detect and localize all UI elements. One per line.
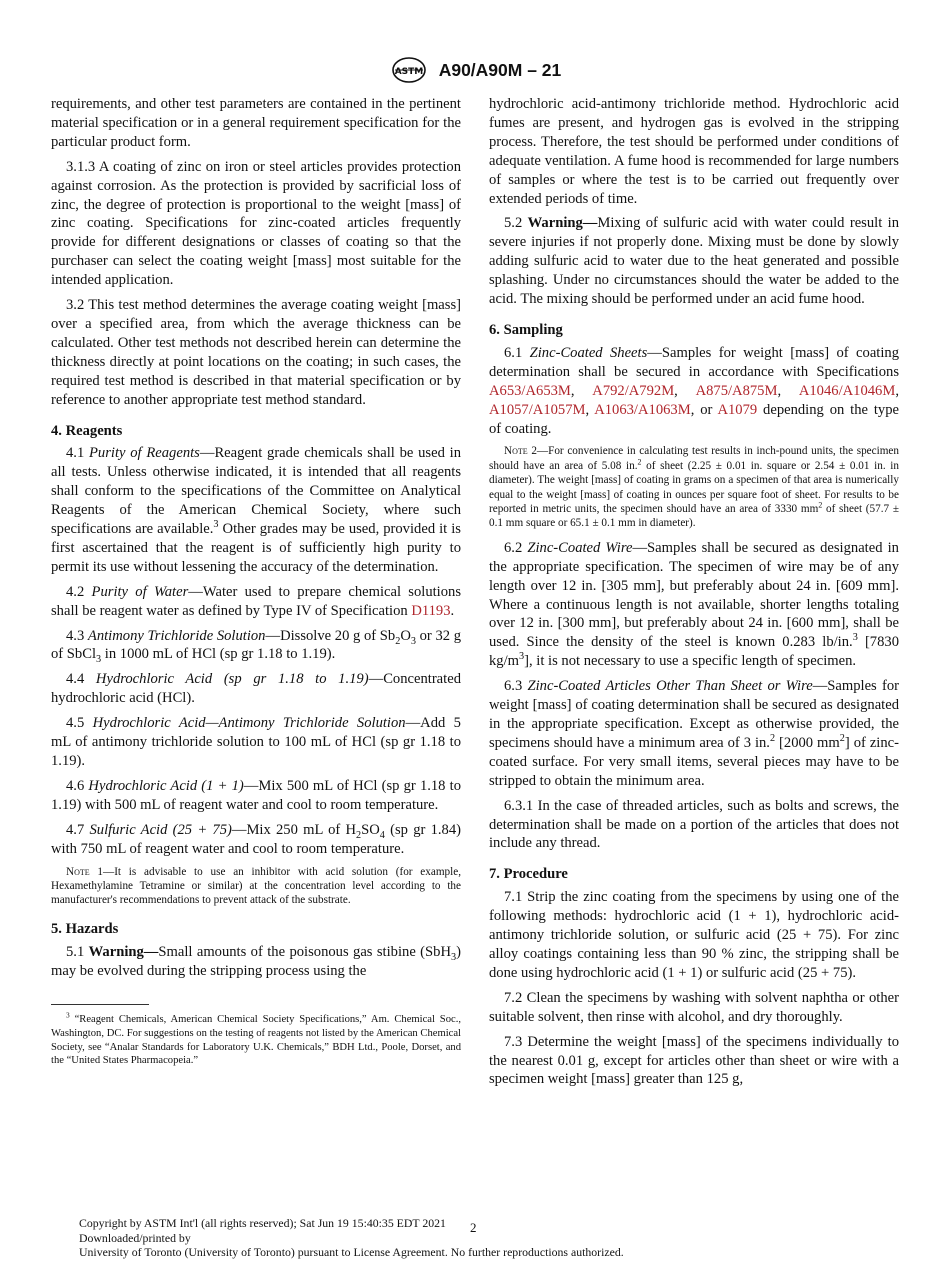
link-a1063[interactable]: A1063/A1063M: [594, 401, 691, 418]
paragraph-5-1: 5.1 Warning—Small amounts of the poisonous gas stibine (SbH$_3$) may be evolved during the stripping process using the: [51, 943, 461, 979]
footer-line-3: University of Toronto (University of Toronto) pursuant to License Agreement. No further reproductions authorized.: [79, 1245, 624, 1260]
section-heading-reagents: 4. Reagents: [51, 422, 123, 439]
link-a1046[interactable]: A1046/A1046M: [798, 382, 896, 399]
paragraph-6-1: 6.1 Zinc-Coated Sheets—Samples for weight [mass] of coating determination shall be secured in accordance with Specifications A653/A653M, A792/A792M, A875/A875M, A1046/A1046M, A1057/A1057M, A1063/A1063M, or A1079 depending on the type of coating.: [489, 344, 899, 437]
paragraph-4-2: 4.2 Purity of Water—Water used to prepare chemical solutions shall be reagent water as defined by Type IV of Specification D1193.: [51, 583, 461, 619]
paragraph-5-1-continued: hydrochloric acid-antimony trichloride method. Hydrochloric acid fumes are present, and hydrogen gas is evolved in the stripping process. Therefore, the test should be performed under conditions of adequate ventilation. A fume hood is recommended for large numbers of samples or where the test is to be carried out frequently over extended periods of time.: [489, 96, 899, 207]
note-2: Note 2—For convenience in calculating test results in inch-pound units, the specimen should have an area of 5.08 in.$^2$ of sheet (2.25 ± 0.01 in. square or 2.54 ± 0.01 in. in diameter). The weight [mass] of coating in grams on a specimen of that area is numerically equal to the weight [mass] of coating in ounces per square foot of sheet. For results to be reported in metric units, the specimen should have an area of 3330 $mm^2$ of sheet (57.7 ± 0.1 mm square or 65.1 ± 0.1 mm in diameter).: [489, 445, 899, 530]
link-a792[interactable]: A792/A792M: [592, 382, 675, 399]
paragraph-6-3-1: 6.3.1 In the case of threaded articles, such as bolts and screws, the determination shall be made on a portion of the articles that does not include any thread.: [489, 797, 899, 852]
paragraph-4-5: 4.5 Hydrochloric Acid—Antimony Trichloride Solution—Add 5 mL of antimony trichloride solution to 100 mL of HCl (sp gr 1.18 to 1.19).: [51, 715, 461, 769]
right-column: [489, 95, 899, 1095]
paragraph-6-2: 6.2 Zinc-Coated Wire—Samples shall be secured as designated in the appropriate specification. The specimen of wire may be of any length over 12 in. [305 mm], but preferably about 24 in. [609 mm]. Where a continuous length is not available, shorter lengths totaling over 12 in. [300 mm], but preferably about 24 in. [600 mm], shall be used. Since the density of the steel is known 0.283 lb/in.$^3$ [7830 $kg/m^3$], it is not necessary to use a specific length of specimen.: [489, 539, 899, 670]
copyright-footer: [79, 1216, 624, 1260]
note-1: Note 1—It is advisable to use an inhibitor with acid solution (for example, Hexamethylamine Tetramine or similar) at the concentration level according to the manufacturer's recommendations to prevent attack of the substrate.: [51, 865, 461, 907]
link-a1079[interactable]: A1079: [717, 401, 758, 418]
paragraph-4-4: 4.4 Hydrochloric Acid (sp gr 1.18 to 1.19)—Concentrated hydrochloric acid (HCl).: [51, 671, 461, 707]
paragraph-7-3: 7.3 Determine the weight [mass] of the specimens individually to the nearest 0.01 g, except for articles other than sheet or wire with a specimen weight [mass] greater than 125 g,: [489, 1033, 899, 1088]
section-heading-hazards: 5. Hazards: [51, 920, 119, 937]
paragraph-5-2: 5.2 Warning—Mixing of sulfuric acid with water could result in severe injuries if not properly done. Mixing must be done by slowly adding sulfuric acid to water due to the heat generated and possible splashing. Under no circumstances should the water be added to the acid. The mixing should be performed under an acid fume hood.: [489, 215, 899, 308]
footnote-divider: [51, 1004, 149, 1005]
section-heading-sampling: 6. Sampling: [489, 321, 563, 338]
paragraph-4-7: 4.7 Sulfuric Acid (25 + 75)—Mix 250 mL of $H_2SO_4$ (sp gr 1.84) with 750 mL of reagent water and cool to room temperature.: [51, 821, 461, 857]
paragraph-4-1: 4.1 Purity of Reagents—Reagent grade chemicals shall be used in all tests. Unless otherwise indicated, it is intended that all reagents shall conform to the specifications of the Committee on Analytical Reagents of the American Chemical Society, where such specifications are available.$^3$ Other grades may be used, provided it is first ascertained that the reagent is of sufficiently high purity to permit its use without lessening the accuracy of the determination.: [51, 445, 461, 575]
svg-text:ASTM: ASTM: [394, 67, 423, 77]
paragraph-7-2: 7.2 Clean the specimens by washing with solvent naphtha or other suitable solvent, then rinse with alcohol, and dry thoroughly.: [489, 989, 899, 1025]
page-number: 2: [470, 1220, 477, 1235]
link-d1193[interactable]: D1193: [411, 602, 451, 619]
document-designation: A90/A90M – 21: [438, 59, 562, 80]
left-column: [51, 95, 461, 1068]
paragraph-4-6: 4.6 Hydrochloric Acid (1 + 1)—Mix 500 mL of HCl (sp gr 1.18 to 1.19) with 500 mL of reagent water and cool to room temperature.: [51, 777, 461, 813]
paragraph-7-1: 7.1 Strip the zinc coating from the specimens by using one of the following methods: hydrochloric acid (1 + 1), hydrochloric acid-antimony trichloride solution, or sulfuric acid (25 + 75). For zinc alloy coatings containing less than 90 % zinc, the stripping shall be done using hydrochloric acid (1 + 1) or sulfuric acid (25 + 75).: [489, 889, 899, 981]
footer-line-2: Downloaded/printed by: [79, 1230, 191, 1245]
footer-line-1: Copyright by ASTM Int'l (all rights reserved); Sat Jun 19 15:40:35 EDT 2021: [79, 1216, 446, 1230]
footnote-3: $^3$ “Reagent Chemicals, American Chemical Society Specifications,” Am. Chemical Soc., Washington, DC. For suggestions on the testing of reagents not listed by the American Chemical Society, see “Analar Standards for Laboratory U.K. Chemicals,” BDH Ltd., Poole, Dorset, and the “United States Pharmacopeia.”: [51, 1010, 461, 1067]
page-header: [0, 56, 950, 84]
link-a653[interactable]: A653/A653M: [489, 382, 571, 399]
paragraph-continued: requirements, and other test parameters are contained in the pertinent material specification or in a general requirement specification for the particular product form.: [51, 96, 461, 150]
astm-logo-icon: [389, 56, 429, 84]
section-heading-procedure: 7. Procedure: [489, 866, 568, 883]
paragraph-6-3: 6.3 Zinc-Coated Articles Other Than Sheet or Wire—Samples for weight [mass] of coating determination shall be secured as designated in the appropriate specification. Except as otherwise provided, the specimens should have a minimum area of 3 in.$^2$ [2000 $mm^2$] of zinc-coated surface. For very small items, several pieces may have to be stripped to obtain the minimum area.: [489, 678, 899, 789]
paragraph-4-3: 4.3 Antimony Trichloride Solution—Dissolve 20 g of $Sb_2O_3$ or 32 g of SbCl$_3$ in 1000 mL of HCl (sp gr 1.18 to 1.19).: [51, 627, 461, 666]
paragraph-3-1-3: 3.1.3 A coating of zinc on iron or steel articles provides protection against corrosion. As the protection is provided by sacrificial loss of zinc, the degree of protection is proportional to the weight [mass] of zinc coating. Specifications for zinc-coated articles frequently provide for different designations or classes of coating so that the purchaser can select the coating weight [mass] most suitable for the intended application.: [51, 158, 461, 289]
paragraph-3-2: 3.2 This test method determines the average coating weight [mass] over a specified area, from which the average thickness can be calculated. Other test methods not described herein can determine the thickness directly at point locations on the coating; in such cases, the required test method is described in that material specification or by reference to another appropriate test method standard.: [51, 297, 461, 408]
link-a1057[interactable]: A1057/A1057M: [489, 401, 586, 418]
link-a875[interactable]: A875/A875M: [695, 382, 778, 399]
